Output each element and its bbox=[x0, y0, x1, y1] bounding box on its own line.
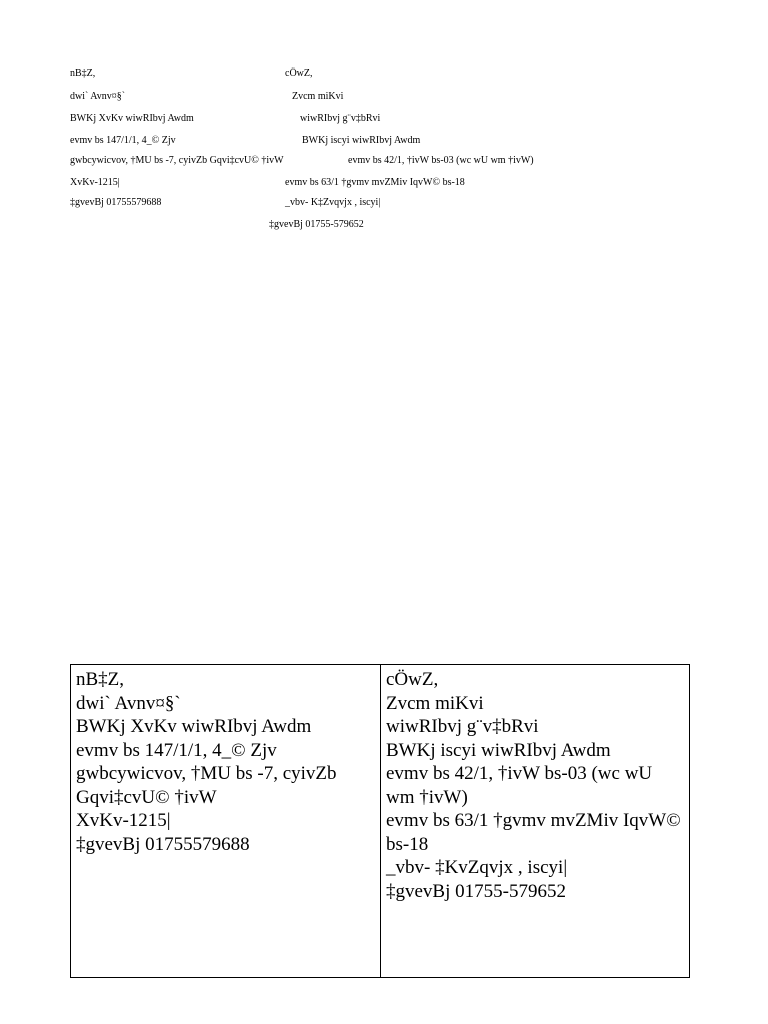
sender-line-4: evmv bs 147/1/1, 4_© Zjv bbox=[70, 135, 176, 146]
sender-line-1: nB‡Z, bbox=[70, 68, 96, 79]
table-recipient-line-4: BWKj iscyi wiwRIbvj Awdm bbox=[386, 739, 611, 761]
recipient-line-5: evmv bs 42/1, †ivW bs-03 (wc wU wm †ivW) bbox=[348, 155, 534, 166]
sender-line-2: dwi` Avnv¤§` bbox=[70, 91, 126, 102]
sender-line-7: ‡gvevBj 01755579688 bbox=[70, 197, 162, 208]
sender-line-6: XvKv-1215| bbox=[70, 177, 120, 188]
recipient-line-3: wiwRIbvj g¨v‡bRvi bbox=[300, 113, 381, 124]
table-sender-line-1: nB‡Z, bbox=[76, 669, 125, 690]
table-sender-line-6: XvKv-1215| bbox=[76, 810, 171, 831]
table-recipient-line-1: cÖwZ, bbox=[386, 669, 439, 690]
address-table bbox=[70, 664, 690, 978]
sender-line-5: gwbcywicvov, †MU bs -7, cyivZb Gqvi‡cvU© †ivW bbox=[70, 155, 284, 166]
table-recipient-line-3: wiwRIbvj g¨v‡bRvi bbox=[386, 716, 539, 737]
sender-line-3: BWKj XvKv wiwRIbvj Awdm bbox=[70, 113, 194, 124]
table-recipient-line-2: Zvcm miKvi bbox=[386, 692, 484, 714]
table-sender-cell bbox=[71, 665, 381, 977]
recipient-line-2: Zvcm miKvi bbox=[292, 91, 344, 102]
table-recipient-line-6: evmv bs 63/1 †gvmv mvZMiv IqvW© bs-18 bbox=[386, 810, 681, 855]
recipient-line-7: _vbv- K‡Zvqvjx , iscyi| bbox=[285, 197, 381, 208]
table-recipient-line-7: _vbv- ‡KvZqvjx , iscyi| bbox=[386, 857, 568, 878]
recipient-line-4: BWKj iscyi wiwRIbvj Awdm bbox=[302, 135, 421, 146]
recipient-line-1: cÖwZ, bbox=[285, 68, 313, 79]
recipient-line-8: ‡gvevBj 01755-579652 bbox=[269, 219, 364, 230]
table-sender-line-3: BWKj XvKv wiwRIbvj Awdm bbox=[76, 716, 312, 737]
table-recipient-cell bbox=[381, 665, 689, 977]
table-recipient-line-5: evmv bs 42/1, †ivW bs-03 (wc wU wm †ivW) bbox=[386, 763, 653, 808]
table-recipient-line-8: ‡gvevBj 01755-579652 bbox=[386, 880, 566, 902]
table-sender-line-5: gwbcywicvov, †MU bs -7, cyivZb Gqvi‡cvU© †ivW bbox=[76, 763, 337, 808]
table-sender-line-7: ‡gvevBj 01755579688 bbox=[76, 833, 250, 855]
table-sender-line-4: evmv bs 147/1/1, 4_© Zjv bbox=[76, 739, 277, 761]
table-sender-line-2: dwi` Avnv¤§` bbox=[76, 692, 181, 714]
recipient-line-6: evmv bs 63/1 †gvmv mvZMiv IqvW© bs-18 bbox=[285, 177, 465, 188]
